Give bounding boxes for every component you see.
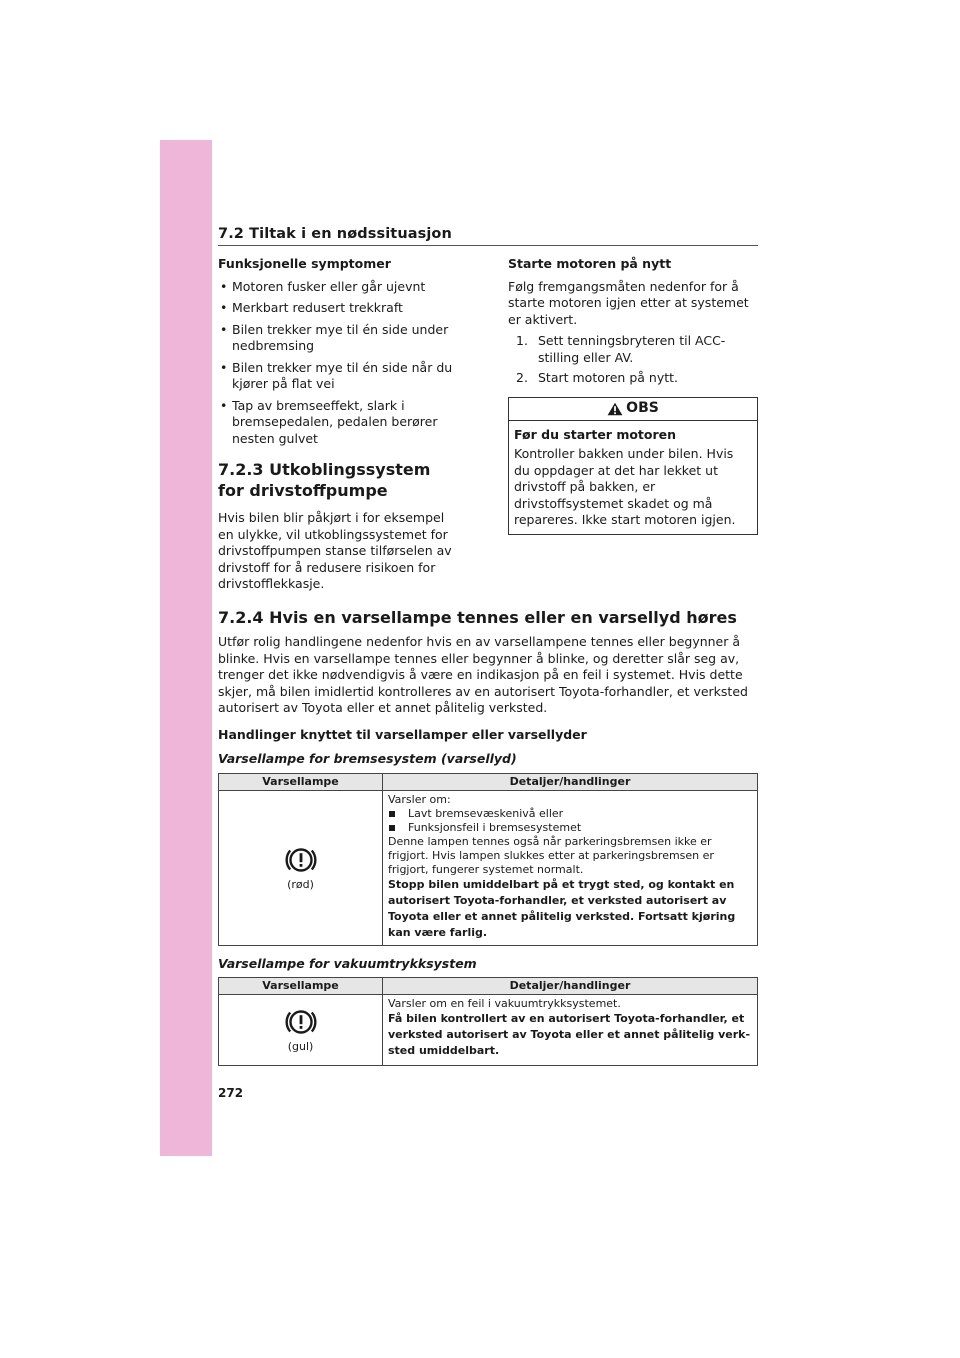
vacuum-warning-table [218,977,758,1066]
section-header: 7.2 Tiltak i en nødssituasjon [218,226,452,242]
actions-heading: Handlinger knyttet til varsellamper eller varsellyder [218,726,587,742]
symptoms-list [218,279,460,448]
lamp-color-label: (gul) [287,1040,314,1053]
details-cell [383,995,758,1066]
obs-label: OBS [626,400,659,417]
lamp-cell [219,790,383,945]
brake-warning-icon [283,844,319,876]
list-item: • Bilen trekker mye til én side når du kjører på flat vei [218,360,460,393]
section-text-723: Hvis bilen blir påkjørt i for eksempel en ulykke, vil utkoblingssystemet for drivstoffpumpen stanse tilførselen av drivstoff for å redusere risikoen for drivstofflekkasje. [218,510,452,591]
step-text: Start motoren på nytt. [538,370,678,385]
section-intro-724: Utfør rolig handlingene nedenfor hvis en av varsellampene tennes eller begynner å blinke. Hvis en varsellampe tennes eller begynner å blinke, og deretter slår seg av, trenger det ikke nødvendigvis å være en indikasjon på en feil i systemet. Hvis dette skjer, må bilen imidlertid kontrolleres av en autorisert Toyota-forhandler, et verksted autorisert av Toyota eller et annet pålitelig verksted. [218,634,748,715]
lamp-text: Varsler om en feil i vakuumtrykksystemet. [388,997,621,1010]
column-header-details: Detaljer/handlinger [383,773,758,790]
obs-text: Kontroller bakken under bilen. Hvis du oppdager at det har lekket ut drivstoff på bakken, er drivstoffsystemet skadet og må repareres. Ikke start motoren igjen. [514,446,736,527]
lamp-action: Stopp bilen umiddelbart på et trygt sted, og kontakt en autorisert Toyota-forhandler, et verksted autorisert av Toyota eller et annet pålitelig verksted. Fortsatt kjøring kan være farlig. [388,877,736,939]
steps-list [508,333,758,387]
lamp-note: Denne lampen tennes også når parkeringsbremsen ikke er frigjort. Hvis lampen slukkes etter at parkeringsbremsen er frigjort, fungerer systemet normalt. [388,834,714,876]
left-column [218,256,460,598]
obs-box [508,397,758,535]
list-item: • Motoren fusker eller går ujevnt [218,279,460,296]
vacuum-table-caption: Varsellampe for vakuumtrykksystem [218,955,477,971]
column-header-lamp: Varsellampe [219,773,383,790]
brake-warning-table [218,773,758,946]
list-item: Lavt bremsevæskenivå eller [388,807,753,821]
table-row [219,790,758,945]
lamp-action: Få bilen kontrollert av en autorisert Toyota-forhandler, et verksted autorisert av Toyota eller et annet pålitelig verk-sted umiddelbart. [388,1012,751,1057]
page-number: 272 [218,1086,244,1100]
column-header-lamp: Varsellampe [219,978,383,995]
warns-label: Varsler om: [388,792,451,806]
step-number: 1. [516,333,528,348]
symptoms-heading: Funksjonelle symptomer [218,256,391,271]
side-band [160,140,212,1156]
header-rule [218,245,758,246]
step-number: 2. [516,370,528,385]
column-header-details: Detaljer/handlinger [383,978,758,995]
warning-triangle-icon [607,402,623,416]
section-724 [218,607,760,1066]
list-item: Funksjonsfeil i bremsesystemet [388,821,753,835]
restart-intro: Følg fremgangsmåten nedenfor for å starte motoren igjen etter at systemet er aktivert. [508,278,749,327]
list-item: • Merkbart redusert trekkraft [218,300,460,317]
table-header-row [219,978,758,995]
list-item [516,333,758,366]
lamp-cell [219,995,383,1066]
section-title-723: 7.2.3 Utkoblingssystem for drivstoffpumpe [218,460,431,500]
list-item: • Bilen trekker mye til én side under nedbremsing [218,322,460,355]
obs-title: Før du starter motoren [514,426,677,442]
restart-heading: Starte motoren på nytt [508,256,672,271]
obs-header [509,398,757,421]
step-text: Sett tenningsbryteren til ACC-stilling eller AV. [538,333,726,365]
brake-warning-icon [283,1006,319,1038]
lamp-color-label: (rød) [287,877,314,891]
obs-body [509,421,757,534]
section-title-724: 7.2.4 Hvis en varsellampe tennes eller en varsellyd høres [218,608,737,627]
brake-table-caption: Varsellampe for bremsesystem (varsellyd) [218,751,517,766]
table-header-row [219,773,758,790]
right-column [508,256,758,535]
list-item: • Tap av bremseeffekt, slark i bremsepedalen, pedalen berører nesten gulvet [218,398,460,448]
list-item [516,370,758,387]
table-row [219,995,758,1066]
details-cell [383,790,758,945]
